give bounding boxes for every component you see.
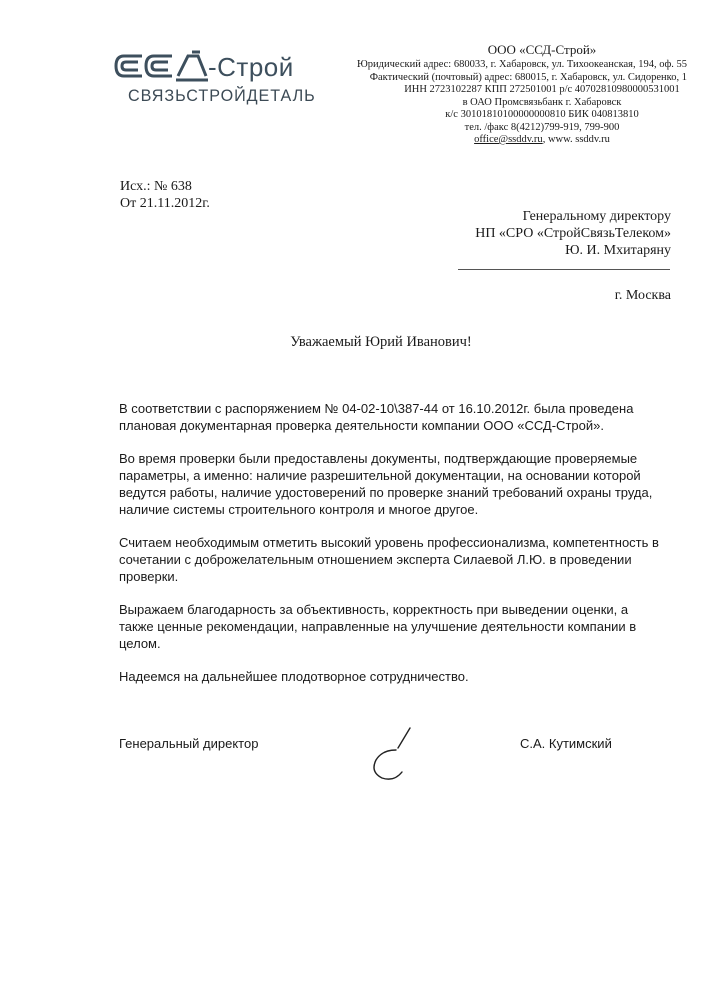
logo-brand-suffix: -Строй <box>208 52 294 82</box>
legal-address: Юридический адрес: 680033, г. Хабаровск, ул. Тихоокеанская, 194, оф. 55 <box>357 59 688 70</box>
phone-fax: тел. /факс 8(4212)799-919, 799-900 <box>464 121 620 133</box>
addressee-divider <box>458 269 670 270</box>
letter-body <box>119 400 664 701</box>
salutation: Уважаемый Юрий Иванович! <box>290 334 472 350</box>
bank-name: в ОАО Промсвязьбанк г. Хабаровск <box>462 96 622 108</box>
logo-subtitle: СВЯЗЬСТРОЙДЕТАЛЬ <box>128 86 316 105</box>
signatory-name: С.А. Кутимский <box>520 736 612 751</box>
paragraph: В соответствии с распоряжением № 04-02-10\387-44 от 16.10.2012г. была проведена плановая документарная проверка деятельности компании ООО «ССД-Строй». <box>119 401 634 433</box>
addressee-block <box>475 208 671 259</box>
correspondent-account: к/с 30101810100000000810 БИК 040813810 <box>445 109 639 120</box>
signatory-title: Генеральный директор <box>119 736 259 751</box>
paragraph: Считаем необходимым отметить высокий уровень профессионализма, компетентность в сочетании с доброжелательным отношением эксперта Силаевой Л.Ю. в проведении проверки. <box>119 535 659 584</box>
addressee-position: Генеральному директору <box>522 209 671 224</box>
addressee-organization: НП «СРО «СтройСвязьТелеком» <box>475 226 671 241</box>
outgoing-number: Исх.: № 638 <box>120 179 192 194</box>
paragraph: Выражаем благодарность за объективность, корректность при выведении оценки, а также ценные рекомендации, направленные на улучшение деятельности компании в целом. <box>119 602 637 651</box>
email-link[interactable]: office@ssddv.ru <box>474 134 543 145</box>
company-name: ООО «ССД-Строй» <box>487 42 597 57</box>
paragraph: Во время проверки были предоставлены документы, подтверждающие проверяемые параметры, а именно: наличие разрешительной документации, на основании которой ведутся работы, наличие удостоверений по проверке знаний требований охраны труда, наличие системы строительного контроля и многое другое. <box>119 451 653 517</box>
paragraph: Надеемся на дальнейшее плодотворное сотрудничество. <box>119 669 469 684</box>
inn-kpp: ИНН 2723102287 КПП 272501001 р/с 40702810980000531001 <box>404 84 680 95</box>
addressee-city: г. Москва <box>614 288 671 303</box>
letterhead-details <box>357 42 687 147</box>
outgoing-reference <box>120 178 210 212</box>
addressee-name: Ю. И. Мхитаряну <box>565 243 671 258</box>
contacts-line <box>357 134 687 147</box>
handwritten-signature <box>360 720 430 790</box>
website: , www. ssddv.ru <box>542 134 610 145</box>
postal-address: Фактический (почтовый) адрес: 680015, г. Хабаровск, ул. Сидоренко, 1 <box>369 71 687 83</box>
outgoing-date: От 21.11.2012г. <box>120 196 210 211</box>
